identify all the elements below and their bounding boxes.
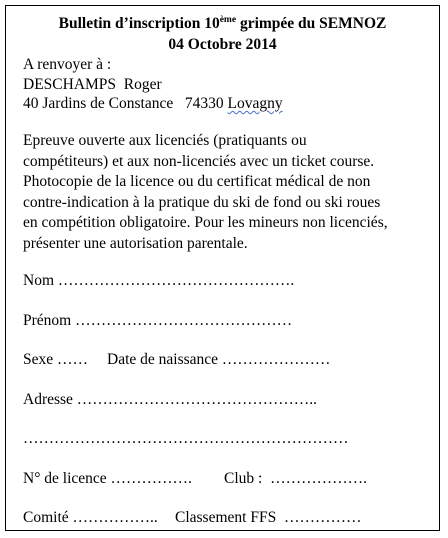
form-frame — [5, 5, 440, 531]
address-city: Lovagny — [227, 95, 283, 112]
description-line: Epreuve ouverte aux licenciés (pratiquants ou — [23, 132, 307, 149]
adresse-continuation-field[interactable]: ……………………………………………………… — [23, 430, 349, 447]
description-line: présenter une autorisation parentale. — [23, 234, 248, 252]
adresse-field[interactable]: Adresse ……………………………………….. — [23, 391, 318, 408]
title-text: Bulletin d’inscription 10 — [58, 15, 220, 32]
title-text-end: grimpée du SEMNOZ — [236, 15, 387, 32]
form-title — [6, 15, 439, 33]
address-street: 40 Jardins de Constance 74330 — [23, 95, 228, 112]
prenom-field[interactable]: Prénom …………………………………… — [23, 312, 293, 329]
recipient-address — [23, 95, 283, 113]
comite-field[interactable]: Comité …………….. — [23, 509, 158, 526]
description-line: compétiteurs) et aux non-licenciés avec un ticket course. — [23, 152, 375, 170]
birthdate-field[interactable]: Date de naissance ………………… — [107, 351, 331, 368]
nom-field[interactable]: Nom ………………………………………. — [23, 272, 295, 289]
description-line: contre-indication à la pratique du ski de fond ou ski roues — [23, 193, 381, 211]
return-intro: A renvoyer à : — [23, 56, 112, 73]
description-paragraph — [23, 131, 443, 255]
description-line: Photocopie de la licence ou du certificat médical de non — [23, 173, 371, 191]
description-line: en compétition obligatoire. Pour les mineurs non licenciés, — [23, 214, 388, 232]
sexe-field[interactable]: Sexe …… — [23, 351, 89, 368]
recipient-name: DESCHAMPS Roger — [23, 76, 162, 93]
title-superscript: ème — [219, 14, 237, 25]
event-date: 04 Octobre 2014 — [168, 36, 277, 53]
licence-number-field[interactable]: N° de licence ……………. — [23, 470, 192, 487]
club-field[interactable]: Club : ………………. — [224, 470, 367, 487]
classement-ffs-field[interactable]: Classement FFS …………… — [175, 509, 362, 526]
